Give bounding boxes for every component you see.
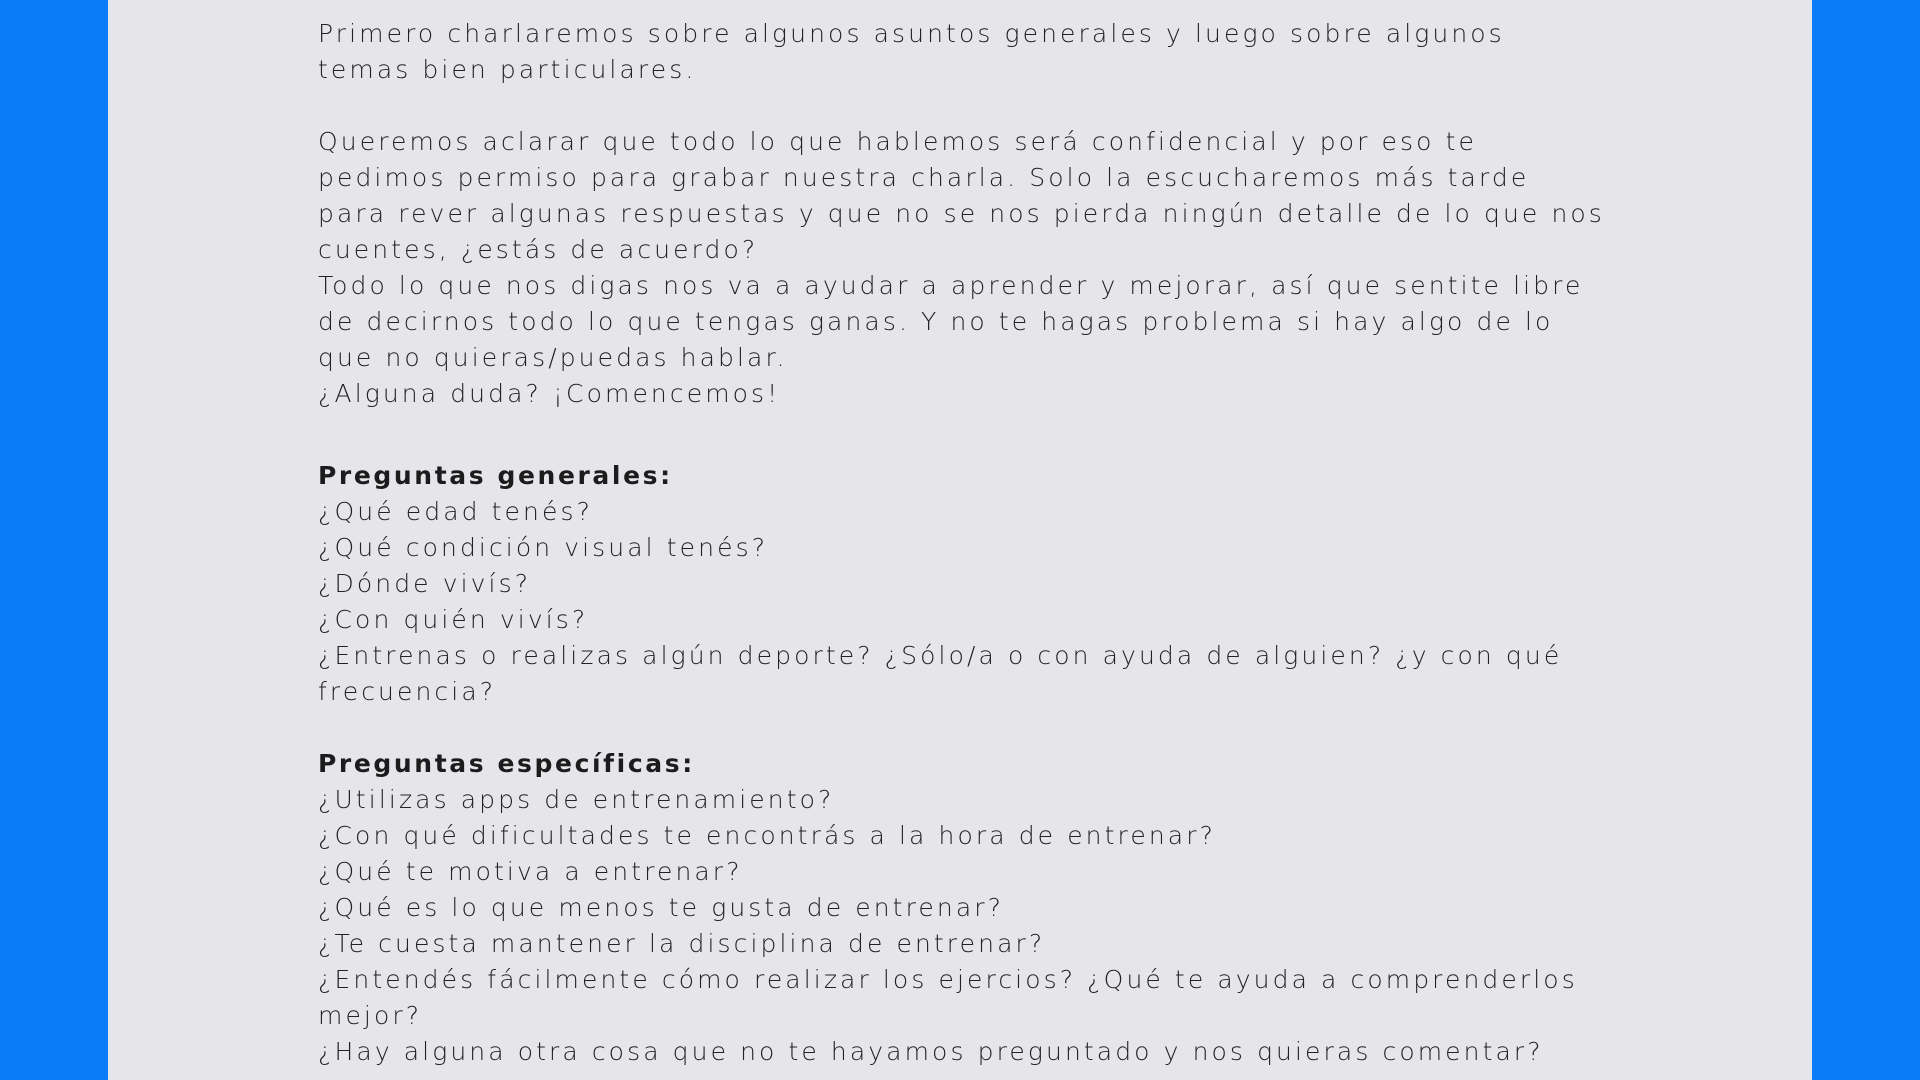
text-line: Todo lo que nos digas nos va a ayudar a aprender y mejorar, así que sentite libre bbox=[318, 271, 1584, 300]
question-line: ¿Con quién vivís? bbox=[318, 605, 589, 634]
text-line: Primero charlaremos sobre algunos asuntos generales y luego sobre algunos bbox=[318, 19, 1505, 48]
text-line: ¿Alguna duda? ¡Comencemos! bbox=[318, 379, 781, 408]
document-body bbox=[318, 16, 1718, 1070]
general-questions-section bbox=[318, 458, 1718, 710]
question-line: ¿Hay alguna otra cosa que no te hayamos preguntado y nos quieras comentar? bbox=[318, 1037, 1544, 1066]
text-line: cuentes, ¿estás de acuerdo? bbox=[318, 235, 759, 264]
question-line: ¿Dónde vivís? bbox=[318, 569, 532, 598]
text-line: temas bien particulares. bbox=[318, 55, 697, 84]
text-line: de decirnos todo lo que tengas ganas. Y no te hagas problema si hay algo de lo bbox=[318, 307, 1554, 336]
question-line: ¿Entrenas o realizas algún deporte? ¿Sólo/a o con ayuda de alguien? ¿y con qué bbox=[318, 641, 1563, 670]
question-line: ¿Entendés fácilmente cómo realizar los ejercios? ¿Qué te ayuda a comprenderlos bbox=[318, 965, 1578, 994]
text-line: Queremos aclarar que todo lo que hablemos será confidencial y por eso te bbox=[318, 127, 1477, 156]
question-line: ¿Utilizas apps de entrenamiento? bbox=[318, 785, 835, 814]
question-line: ¿Qué es lo que menos te gusta de entrenar? bbox=[318, 893, 1004, 922]
question-line: ¿Qué edad tenés? bbox=[318, 497, 593, 526]
spacer bbox=[318, 710, 1718, 746]
specific-questions-section bbox=[318, 746, 1718, 1070]
question-line: ¿Te cuesta mantener la disciplina de entrenar? bbox=[318, 929, 1046, 958]
intro-paragraph-2 bbox=[318, 124, 1718, 412]
question-line: ¿Qué condición visual tenés? bbox=[318, 533, 769, 562]
general-questions-heading: Preguntas generales: bbox=[318, 461, 673, 490]
specific-questions-heading: Preguntas específicas: bbox=[318, 749, 695, 778]
document-card bbox=[108, 0, 1812, 1080]
question-line: mejor? bbox=[318, 1001, 423, 1030]
intro-paragraph-1 bbox=[318, 16, 1718, 88]
spacer bbox=[318, 412, 1718, 458]
question-line: ¿Qué te motiva a entrenar? bbox=[318, 857, 743, 886]
text-line: pedimos permiso para grabar nuestra charla. Solo la escucharemos más tarde bbox=[318, 163, 1530, 192]
question-line: ¿Con qué dificultades te encontrás a la hora de entrenar? bbox=[318, 821, 1216, 850]
spacer bbox=[318, 88, 1718, 124]
question-line: frecuencia? bbox=[318, 677, 497, 706]
text-line: que no quieras/puedas hablar. bbox=[318, 343, 788, 372]
text-line: para rever algunas respuestas y que no se nos pierda ningún detalle de lo que nos bbox=[318, 199, 1605, 228]
